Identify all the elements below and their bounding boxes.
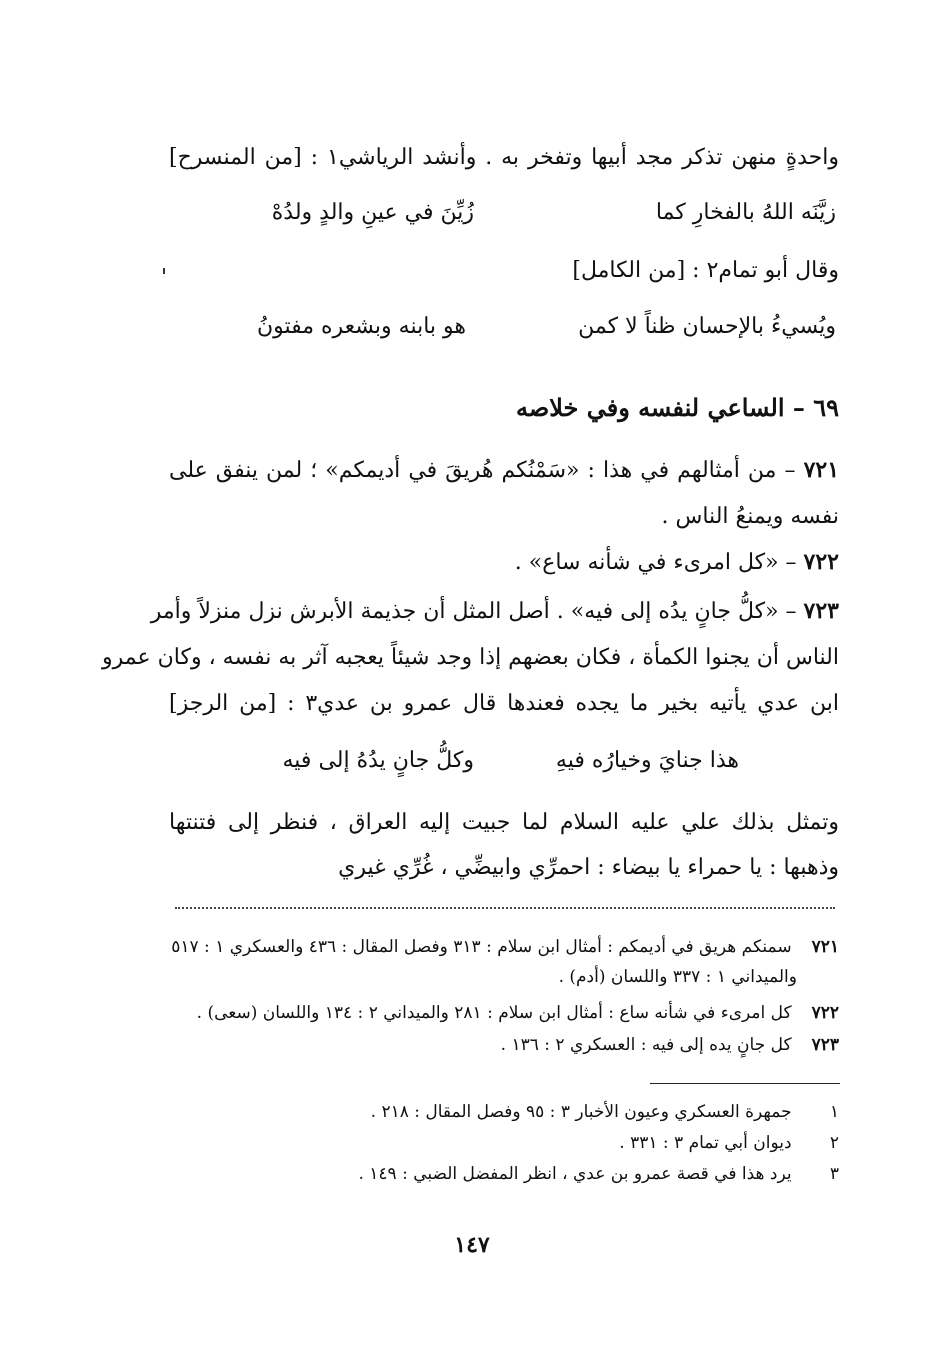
- entry-721-line-2: نفسه ويمنعُ الناس .: [661, 504, 839, 529]
- dotted-separator: [175, 907, 835, 909]
- footnote-2: [619, 1131, 839, 1155]
- source-number: ٧٢٢: [811, 1003, 839, 1023]
- entry-723-line-3: ابن عدي يأتيه بخير ما يجده فعندها قال عمرو بن عدي٣ : [من الرجز]: [169, 691, 839, 716]
- footnote-3: [358, 1162, 839, 1186]
- footnote-number: ٣: [829, 1164, 839, 1184]
- entry-number: ٧٢٢: [803, 549, 839, 575]
- verse1-second-hemistich: زُيِّنَ في عينِ والدٍ ولدُهْ: [271, 200, 474, 225]
- entry-text: – «كل امرىء في شأنه ساع» .: [514, 550, 797, 575]
- ink-speck: [163, 268, 165, 274]
- footnote-number: ٢: [829, 1133, 839, 1153]
- source-text: كل امرىء في شأنه ساع : أمثال ابن سلام : ٢٨١ والميداني ٢ : ١٣٤ واللسان (سعى) .: [196, 1003, 792, 1023]
- verse2-first-hemistich: ويُسيءُ بالإحسان ظناً لا كمن: [578, 314, 836, 339]
- page-number: ١٤٧: [454, 1232, 490, 1258]
- source-721: [169, 935, 839, 959]
- entry-721-line-1: [169, 455, 839, 486]
- footnote-1: [371, 1100, 839, 1124]
- section-heading: ٦٩ – الساعي لنفسه وفي خلاصه: [515, 393, 839, 422]
- source-722: [197, 1001, 839, 1025]
- closing-line-1: وتمثل بذلك علي عليه السلام لما جبيت إليه العراق ، فنظر إلى فتنتها: [169, 810, 839, 835]
- footnote-text: جمهرة العسكري وعيون الأخبار ٣ : ٩٥ وفصل المقال : ٢١٨ .: [370, 1102, 792, 1122]
- footnote-text: يرد هذا في قصة عمرو بن عدي ، انظر المفضل الضبي : ١٤٩ .: [358, 1164, 792, 1184]
- source-number: ٧٢٣: [811, 1035, 839, 1055]
- entry-text: – «كلُّ جانٍ يدُه إلى فيه» . أصل المثل أن جذيمة الأبرش نزل منزلاً وأمر: [150, 599, 797, 624]
- source-number: ٧٢١: [811, 937, 839, 957]
- footnote-number: ١: [829, 1102, 839, 1122]
- entry-number: ٧٢١: [803, 457, 840, 483]
- entry-723-line-2: الناس أن يجنوا الكمأة ، فكان بعضهم إذا وجد شيئاً يعجبه آثر به نفسه ، وكان عمرو: [102, 645, 839, 670]
- intro-line: واحدةٍ منهن تذكر مجد أبيها وتفخر به . وأنشد الرياشي١ : [من المنسرح]: [169, 145, 840, 170]
- closing-line-2: وذهبها : يا حمراء يا بيضاء : احمرِّي وابيضِّي ، غُرِّي غيري: [338, 855, 839, 880]
- footnote-rule: [650, 1083, 840, 1084]
- verse1-first-hemistich: زيَّنَه اللهُ بالفخارِ كما: [655, 200, 836, 225]
- source-text: كل جانٍ يده إلى فيه : العسكري ٢ : ١٣٦ .: [500, 1035, 792, 1055]
- footnote-text: ديوان أبي تمام ٣ : ٣٣١ .: [619, 1133, 792, 1153]
- entry-number: ٧٢٣: [803, 598, 839, 624]
- source-text: سمنكم هريق في أديمكم : أمثال ابن سلام : ٣١٣ وفصل المقال : ٤٣٦ والعسكري ١ : ٥١٧: [171, 937, 792, 957]
- entry-text: – من أمثالهم في هذا : «سَمْنُكم هُريقَ في أديمكم» ؛ لمن ينفق على: [169, 458, 796, 483]
- entry-723-line-1: [150, 596, 839, 627]
- verse3-first-hemistich: هذا جنايَ وخيارُه فيهِ: [555, 748, 739, 773]
- verse3-second-hemistich: وكلُّ جانٍ يدُهُ إلى فيه: [282, 748, 474, 773]
- intro-line-2: وقال أبو تمام٢ : [من الكامل]: [572, 258, 839, 283]
- source-723: [501, 1033, 839, 1057]
- entry-722-line-1: [515, 547, 839, 578]
- verse2-second-hemistich: هو بابنه وبشعره مفتونُ: [256, 314, 466, 339]
- source-721-continued: والميداني ١ : ٣٣٧ واللسان (أدم) .: [558, 967, 797, 987]
